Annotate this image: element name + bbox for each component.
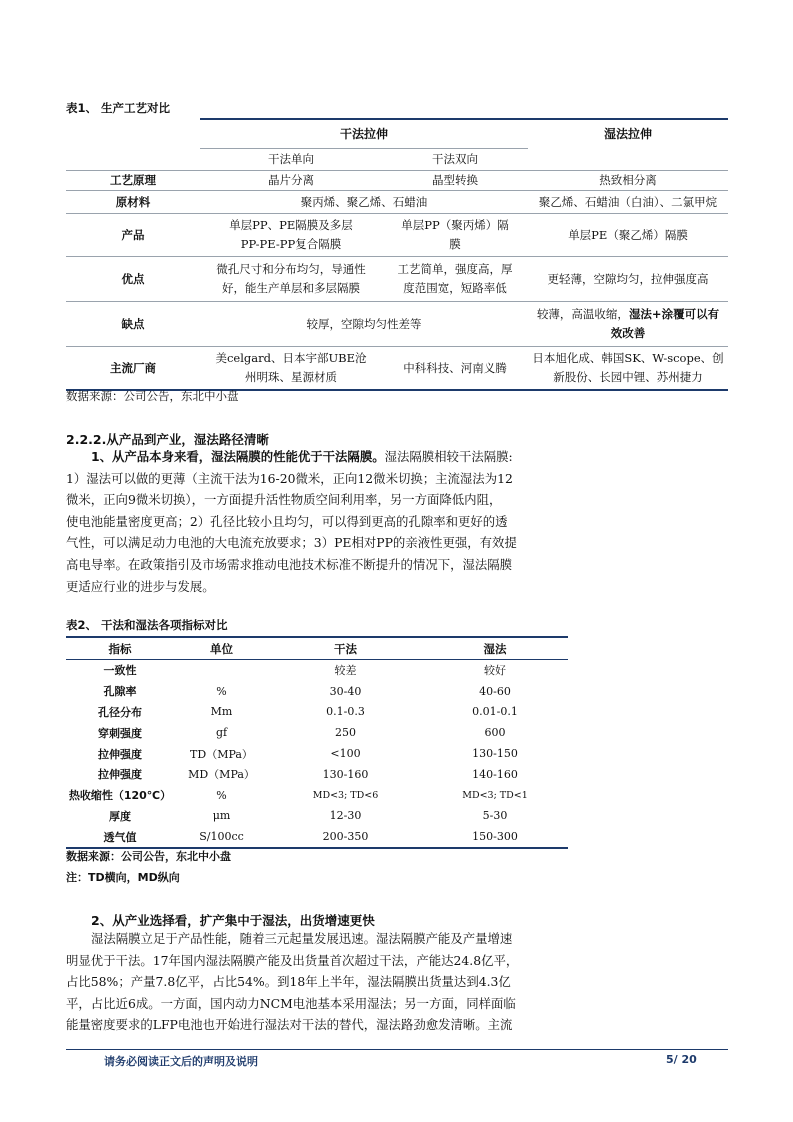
section-title: 2.2.2.从产品到产业，湿法路径清晰 (66, 432, 269, 447)
row-label: 原材料 (66, 191, 200, 214)
table-row: 产品 单层PP、PE隔膜及多层 PP-PE-PP复合隔膜 单层PP（聚丙烯）隔 膜 单层PE（聚乙烯）隔膜 (66, 214, 728, 257)
paragraph-2: 湿法隔膜立足于产品性能，随着三元起量发展迅速。湿法隔膜产能及产量增速 明显优于干法。17年国内湿法隔膜产能及出货量首次超过干法，产能达24.8亿平， 占比58%；产量7.8亿平，占比54%。到18年上半年，湿法隔膜出货量达到4.3亿 平，占比近6成。一方面，国内动力NCM电池基本采用湿法；另一方面，同样面临 能量密度要求的LFP电池也开始进行湿法对干法的替代，湿法路劲愈发清晰。主流 (66, 931, 519, 1033)
table1-source: 数据来源：公司公告，东北中小盘 (66, 389, 239, 403)
table2-note: 注：TD横向，MD纵向 (66, 871, 180, 884)
subheader-uni: 干法单向 (200, 149, 382, 171)
page-number: 5/ 20 (666, 1053, 697, 1066)
column-header: 干法 (269, 637, 422, 660)
table2-header-row (66, 637, 568, 660)
row-label: 主流厂商 (66, 347, 200, 391)
table-row: 拉伸强度 TD（MPa） <100 130-150 (98, 747, 518, 761)
footer-disclaimer: 请务必阅读正文后的声明及说明 (104, 1055, 258, 1068)
table-row: 热收缩性（120℃） % MD<3; TD<6 MD<3; TD<1 (68, 788, 528, 803)
table1-header-row (66, 119, 728, 149)
column-header: 指标 (66, 637, 174, 660)
table-row: 原材料 聚丙烯、聚乙烯、石蜡油 聚乙烯、石蜡油（白油）、二氯甲烷 (66, 191, 728, 214)
footer-divider (66, 1049, 728, 1050)
subheader-bi: 干法双向 (382, 149, 528, 171)
table1-caption: 表1、 生产工艺对比 (66, 101, 171, 115)
table-row: 主流厂商 美celgard、日本宇部UBE沧 州明珠、星源材质 中科科技、河南义腾 日本旭化成、韩国SK、W-scope、创 新股份、长园中锂、苏州捷力 (66, 347, 728, 391)
column-header: 湿法 (422, 637, 568, 660)
table-row: 厚度 μm 12-30 5-30 (109, 809, 508, 823)
table-row: 优点 微孔尺寸和分布均匀，导通性 好，能生产单层和多层隔膜 工艺简单，强度高，厚 度范围宽，短路率低 更轻薄，空隙均匀，拉伸强度高 (66, 257, 728, 302)
table-row: 工艺原理 晶片分离 晶型转换 热致相分离 (66, 171, 728, 191)
header-dry: 干法拉伸 (200, 119, 528, 149)
column-header: 单位 (174, 637, 269, 660)
metrics-comparison-table (66, 636, 568, 849)
table-row: 缺点 较厚，空隙均匀性差等 较薄，高温收缩，湿法+涂覆可以有 效改善 (66, 302, 728, 347)
paragraph-1: 1、从产品本身来看，湿法隔膜的性能优于干法隔膜。湿法隔膜相较干法隔膜: 1）湿法可以做的更薄（主流干法为16-20微米，正向12微米切换；主流湿法为12 微米，正向9微米切换），一方面提升活性物质空间利用率，另一方面降低内阻， 使电池能量密度更高；2）孔径比较小且均匀，可以得到更高的孔隙率和更好的透 气性，可以满足动力电池的大电流充放要求；3）PE相对PP的亲液性更强，有效提 高电导率。在政策指引及市场需求推动电池技术标准不断提升的情况下，湿法隔膜 更适应行业的进步与发展。 (66, 449, 517, 594)
table-row: 孔隙率 % 30-40 40-60 (103, 684, 511, 699)
subsection-heading: 2、从产业选择看，扩产集中于湿法，出货增速更快 (91, 913, 375, 928)
header-wet: 湿法拉伸 (528, 119, 728, 149)
row-label: 优点 (66, 257, 200, 302)
table-row: 透气值 S/100cc 200-350 150-300 (66, 826, 568, 848)
process-comparison-table (66, 118, 728, 391)
table2-caption: 表2、 干法和湿法各项指标对比 (66, 618, 228, 632)
table2-source: 数据来源：公司公告，东北中小盘 (66, 850, 231, 863)
table-row: 孔径分布 Mm 0.1-0.3 0.01-0.1 (98, 705, 518, 719)
table1-subheader-row (66, 149, 728, 171)
row-label: 缺点 (66, 302, 200, 347)
table-row: 拉伸强度 MD（MPa） 130-160 140-160 (98, 767, 518, 782)
row-label: 工艺原理 (66, 171, 200, 191)
row-label: 产品 (66, 214, 200, 257)
table-row: 穿刺强度 gf 250 600 (98, 726, 506, 740)
table-row: 一致性 较差 较好 (103, 664, 506, 678)
